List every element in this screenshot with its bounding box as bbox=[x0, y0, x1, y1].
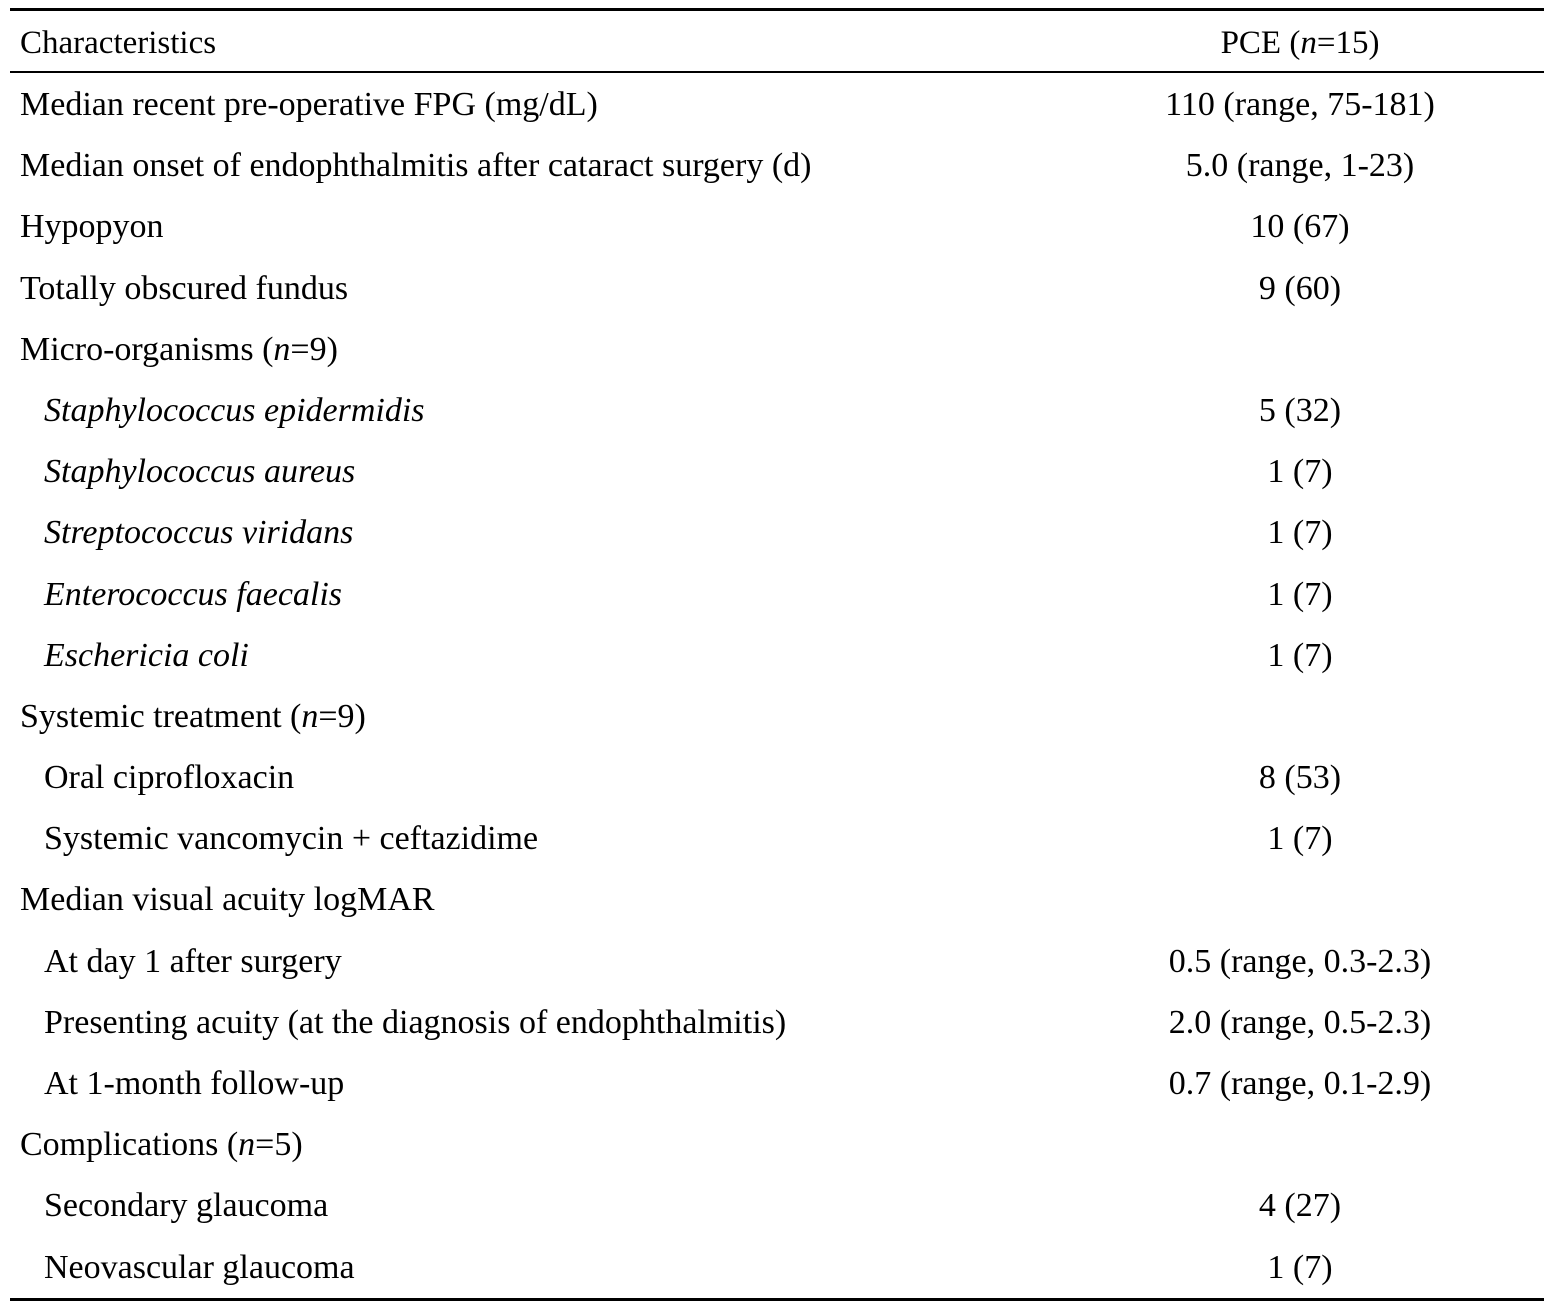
table-row bbox=[10, 747, 1544, 808]
row-label: Streptococcus viridans bbox=[44, 514, 354, 552]
row-value: 5.0 (range, 1-23) bbox=[1185, 147, 1415, 185]
table-row bbox=[10, 992, 1544, 1053]
table-section-row bbox=[10, 869, 1544, 930]
section-label-micro-organisms: Micro-organisms (n=9) bbox=[20, 330, 338, 368]
table-header-row bbox=[10, 11, 1544, 71]
table-section-row bbox=[10, 319, 1544, 380]
row-label: Staphylococcus aureus bbox=[44, 453, 356, 491]
row-label: Eschericia coli bbox=[44, 636, 249, 674]
row-value: 1 (7) bbox=[1267, 575, 1333, 613]
row-value: 8 (53) bbox=[1258, 759, 1342, 797]
row-value: 0.5 (range, 0.3-2.3) bbox=[1168, 942, 1432, 980]
row-value: 5 (32) bbox=[1258, 391, 1342, 429]
row-label: At day 1 after surgery bbox=[44, 942, 342, 980]
table-row bbox=[10, 135, 1544, 196]
row-value: 110 (range, 75-181) bbox=[1165, 86, 1435, 123]
characteristics-table bbox=[10, 8, 1544, 1301]
row-label: Staphylococcus epidermidis bbox=[44, 391, 425, 429]
table-row bbox=[10, 380, 1544, 441]
table-row bbox=[10, 625, 1544, 686]
row-value: 0.7 (range, 0.1-2.9) bbox=[1168, 1065, 1432, 1102]
table-row bbox=[10, 1053, 1544, 1114]
row-value: 2.0 (range, 0.5-2.3) bbox=[1168, 1003, 1432, 1041]
table-section-row bbox=[10, 1114, 1544, 1175]
row-label: Presenting acuity (at the diagnosis of endophthalmitis) bbox=[44, 1003, 787, 1041]
row-label: Median recent pre-operative FPG (mg/dL) bbox=[20, 86, 598, 123]
table-row bbox=[10, 441, 1544, 502]
table-row bbox=[10, 1175, 1544, 1236]
header-pce: PCE (n=15) bbox=[1220, 25, 1380, 61]
table-row bbox=[10, 931, 1544, 992]
row-label: Totally obscured fundus bbox=[20, 269, 349, 307]
table-bottom-rule bbox=[10, 1298, 1544, 1301]
row-value: 1 (7) bbox=[1267, 514, 1333, 552]
row-label: Systemic vancomycin + ceftazidime bbox=[44, 820, 539, 858]
row-label: Enterococcus faecalis bbox=[44, 575, 343, 613]
row-value: 4 (27) bbox=[1258, 1187, 1342, 1225]
row-label: Secondary glaucoma bbox=[44, 1187, 329, 1225]
row-value: 9 (60) bbox=[1258, 269, 1342, 307]
row-value: 10 (67) bbox=[1250, 208, 1350, 246]
table-row bbox=[10, 258, 1544, 319]
table-section-row bbox=[10, 686, 1544, 747]
row-label: Median onset of endophthalmitis after cataract surgery (d) bbox=[20, 147, 812, 185]
table-row bbox=[10, 1237, 1544, 1298]
row-value: 1 (7) bbox=[1267, 636, 1333, 674]
section-label-systemic-treatment: Systemic treatment (n=9) bbox=[20, 697, 366, 735]
row-label: Oral ciprofloxacin bbox=[44, 759, 295, 797]
row-label: Neovascular glaucoma bbox=[44, 1248, 355, 1286]
header-characteristics: Characteristics bbox=[20, 25, 217, 61]
row-label: At 1-month follow-up bbox=[44, 1065, 345, 1102]
row-label: Hypopyon bbox=[20, 208, 164, 246]
table-row bbox=[10, 564, 1544, 625]
section-label-complications: Complications (n=5) bbox=[20, 1126, 303, 1164]
section-label-visual-acuity: Median visual acuity logMAR bbox=[20, 881, 435, 919]
row-value: 1 (7) bbox=[1267, 1248, 1333, 1286]
table-row bbox=[10, 502, 1544, 563]
row-value: 1 (7) bbox=[1267, 820, 1333, 858]
row-value: 1 (7) bbox=[1267, 453, 1333, 491]
table-row bbox=[10, 74, 1544, 135]
table-row bbox=[10, 196, 1544, 257]
table-row bbox=[10, 808, 1544, 869]
